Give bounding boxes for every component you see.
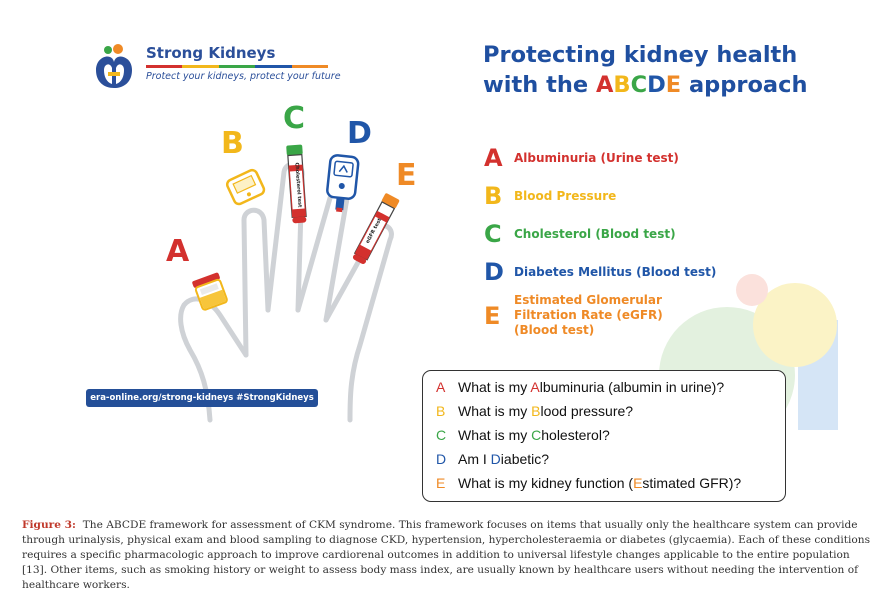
list-item-egfr: Estimated Glomerular Filtration Rate (eGFR) (Blood test) [514, 293, 663, 337]
urine-cup-icon [187, 268, 233, 314]
question-row-d: D Am I Diabetic? [436, 451, 550, 467]
logo-rainbow-bar [146, 65, 328, 68]
url-hashtag-pill: era-online.org/strong-kidneys #StrongKidneys [86, 389, 318, 407]
question-row-c: C What is my Cholesterol? [436, 427, 610, 443]
question-row-a: A What is my Albuminuria (albumin in urine)? [436, 379, 725, 395]
hand-letter-a: A [166, 234, 190, 269]
caption-label: Figure 3: [22, 519, 76, 531]
list-item-blood-pressure: Blood Pressure [514, 189, 617, 203]
title-line-2: with the ABCDE approach [483, 72, 808, 98]
hand-letter-b: B [221, 126, 244, 161]
blood-pressure-monitor-icon [224, 166, 268, 210]
hand-letter-e: E [396, 158, 417, 193]
list-item-albuminuria: Albuminuria (Urine test) [514, 151, 679, 165]
questions-box [422, 370, 786, 502]
strong-kidneys-logo-icon [88, 40, 140, 92]
egfr-tube-label: eGFR test [364, 217, 384, 245]
logo-name: Strong Kidneys [146, 44, 276, 62]
hand-letter-c: C [283, 101, 306, 136]
page-title [483, 40, 807, 100]
question-row-e: E What is my kidney function (Estimated GFR)? [436, 475, 742, 491]
list-letter-b: B [484, 182, 503, 210]
list-letter-a: A [484, 144, 503, 172]
cholesterol-tube-label: Cholesterol test [293, 162, 303, 208]
hand-letter-d: D [347, 116, 372, 151]
list-letter-d: D [484, 258, 504, 286]
logo-tagline: Protect your kidneys, protect your future [146, 71, 341, 82]
list-letter-c: C [484, 220, 502, 248]
caption-text: The ABCDE framework for assessment of CKM syndrome. This framework focuses on items that usually only the healthcare system can provide through urinalysis, physical exam and blood sampling to diagnose CKD, hypertension, hypercholesteraemia or diabetes (glycaemia). Each of these conditions requires a specific pharmacologic approach to improve cardiorenal outcomes in addition to universal lifestyle changes applicable to the entire population [13]. Other items, such as smoking history or weight to assess body mass index, are usually known by healthcare users without needing the intervention of healthcare workers. [22, 519, 871, 591]
list-item-diabetes: Diabetes Mellitus (Blood test) [514, 265, 717, 279]
list-item-cholesterol: Cholesterol (Blood test) [514, 227, 676, 241]
figure-caption [22, 518, 874, 593]
title-line-1: Protecting kidney health [483, 42, 798, 68]
question-row-b: B What is my Blood pressure? [436, 403, 634, 419]
list-letter-e: E [484, 302, 501, 330]
